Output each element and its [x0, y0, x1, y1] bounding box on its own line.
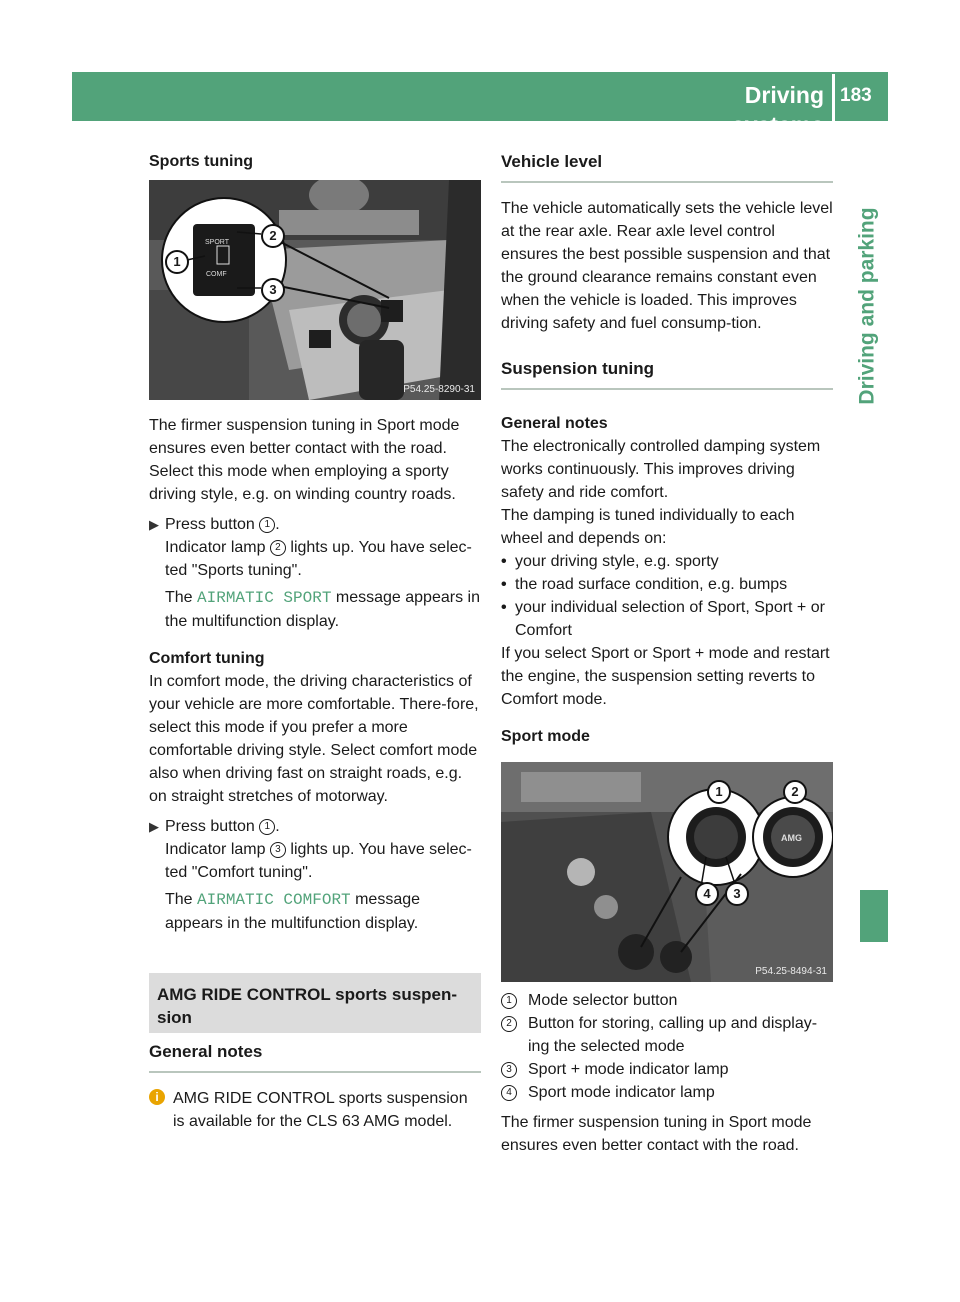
legend-item: 3 Sport + mode indicator lamp: [501, 1058, 833, 1081]
vehicle-level-heading: Vehicle level: [501, 150, 833, 183]
callout-3: 3: [725, 882, 749, 906]
callout-1: 1: [707, 780, 731, 804]
side-marker: [860, 890, 888, 942]
callout-4: 4: [695, 882, 719, 906]
svg-text:SPORT: SPORT: [205, 239, 229, 246]
left-column: [149, 150, 481, 1133]
instruction-step: ▶ Press button 1 . Indicator lamp 2 lights up. You have selec-ted "Sports tuning". The AIRMATIC SPORT message appears in the multifunction display.: [149, 513, 481, 633]
display-message: AIRMATIC COMFORT: [197, 891, 351, 909]
comfort-tuning-heading: Comfort tuning: [149, 650, 265, 667]
vehicle-level-text: The vehicle automatically sets the vehicle level at the rear axle. Rear axle level control ensures the best possible suspension and that the ground clearance remains constant even when the vehicle is loaded. This improves driving safety and fuel consump-tion.: [501, 200, 833, 332]
arrow-icon: ▶: [149, 819, 159, 834]
side-tab: [846, 207, 888, 405]
sport-mode-photo: [501, 762, 833, 982]
sport-mode-text: The firmer suspension tuning in Sport mode ensures even better contact with the road.: [501, 1114, 812, 1154]
list-item: • your driving style, e.g. sporty: [501, 553, 719, 570]
callout-2: 2: [261, 224, 285, 248]
sports-tuning-photo: [149, 180, 481, 400]
photo-code: P54.25-8494-31: [755, 966, 827, 977]
instruction-step: ▶ Press button 1 . Indicator lamp 3 lights up. You have selec-ted "Comfort tuning". The AIRMATIC COMFORT message appears in the multifunction display.: [149, 815, 481, 935]
legend-item: 2 Button for storing, calling up and display-ing the selected mode: [501, 1012, 833, 1058]
sports-tuning-heading: Sports tuning: [149, 153, 253, 170]
list-item: • the road surface condition, e.g. bumps: [501, 576, 788, 593]
right-column: [501, 150, 833, 1157]
callout-1: 1: [165, 250, 189, 274]
info-note: i AMG RIDE CONTROL sports suspension is available for the CLS 63 AMG model.: [149, 1087, 481, 1133]
legend-item: 4 Sport mode indicator lamp: [501, 1081, 833, 1104]
info-icon: i: [149, 1089, 165, 1105]
general-notes-text-2: The damping is tuned individually to each wheel and depends on:: [501, 507, 795, 547]
callout-2: 2: [783, 780, 807, 804]
header-divider: [832, 74, 835, 121]
sport-mode-heading: Sport mode: [501, 728, 590, 745]
sports-tuning-text: The firmer suspension tuning in Sport mode ensures even better contact with the road. Select this mode when employing a sporty driving style, e.g. on winding country roads.: [149, 417, 460, 503]
console-illustration: [149, 180, 481, 400]
circled-number: 2: [270, 540, 286, 556]
general-notes-text-1: The electronically controlled damping system works continuously. This improves driving safety and ride comfort.: [501, 438, 821, 501]
callout-3: 3: [261, 278, 285, 302]
page-section-title: Driving systems: [731, 82, 824, 138]
amg-section-heading: AMG RIDE CONTROL sports suspen-sion: [149, 973, 481, 1033]
general-notes-heading: General notes: [149, 1040, 481, 1073]
suspension-tuning-heading: Suspension tuning: [501, 357, 833, 390]
legend-item: 1 Mode selector button: [501, 989, 833, 1012]
comfort-tuning-text: In comfort mode, the driving characteristics of your vehicle are more comfortable. There-fore, select this mode if you prefer a more comfortable driving style. Select comfort mode also when driving fast on straight roads, e.g. on straight stretches of motorway.: [149, 673, 479, 805]
page-number: 183: [840, 85, 872, 106]
general-notes-text-3: If you select Sport or Sport + mode and restart the engine, the suspension setting reverts to Comfort mode.: [501, 645, 830, 708]
arrow-icon: ▶: [149, 517, 159, 532]
side-tab-label: Driving and parking: [855, 207, 879, 405]
list-item: • your individual selection of Sport, Sport + or Comfort: [501, 599, 825, 639]
photo-code: P54.25-8290-31: [403, 384, 475, 395]
display-message: AIRMATIC SPORT: [197, 589, 332, 607]
svg-text:COMF: COMF: [206, 271, 227, 278]
svg-text:AMG: AMG: [781, 833, 802, 843]
circled-number: 3: [270, 842, 286, 858]
general-notes-subheading: General notes: [501, 415, 608, 432]
circled-number: 1: [259, 517, 275, 533]
circled-number: 1: [259, 819, 275, 835]
